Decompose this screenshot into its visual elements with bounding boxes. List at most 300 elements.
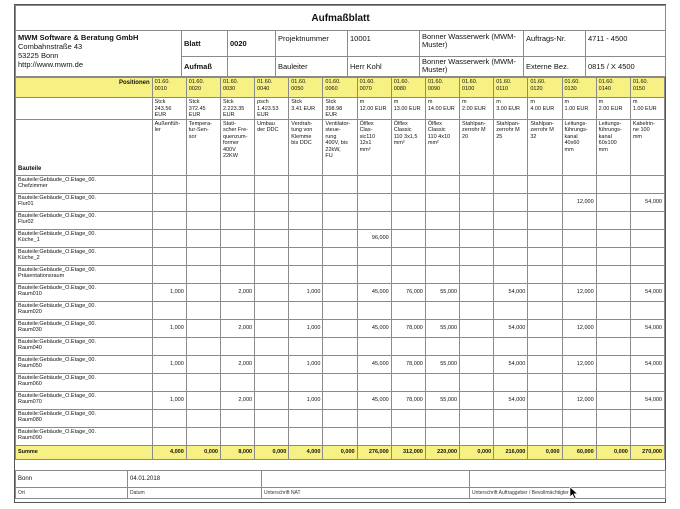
quantity-cell[interactable] xyxy=(596,247,630,265)
quantity-cell[interactable] xyxy=(562,373,596,391)
position-number: 01.60. 0080 xyxy=(391,78,425,98)
quantity-cell[interactable] xyxy=(186,265,220,283)
auftrag-value: 4711 - 4500 xyxy=(586,31,666,57)
quantity-cell[interactable] xyxy=(460,265,494,283)
quantity-cell[interactable] xyxy=(425,211,459,229)
quantity-cell[interactable] xyxy=(528,229,562,247)
quantity-cell[interactable] xyxy=(630,247,664,265)
quantity-cell[interactable] xyxy=(391,211,425,229)
quantity-cell[interactable]: 54,000 xyxy=(630,391,664,409)
position-description: Ölflex Classic 110 4x10 mm² xyxy=(425,119,459,175)
quantity-cell[interactable] xyxy=(596,319,630,337)
quantity-cell[interactable] xyxy=(460,229,494,247)
quantity-cell[interactable] xyxy=(186,391,220,409)
quantity-cell[interactable] xyxy=(528,265,562,283)
quantity-cell[interactable] xyxy=(596,301,630,319)
position-unit-price: Stck 2.223.35 EUR xyxy=(220,98,254,120)
quantity-cell[interactable] xyxy=(460,301,494,319)
quantity-cell[interactable] xyxy=(289,247,323,265)
quantity-cell[interactable] xyxy=(186,175,220,193)
signature-nat-label: Unterschrift NAT xyxy=(262,487,470,498)
extern-label: Externe Bez. xyxy=(524,57,586,77)
quantity-cell[interactable] xyxy=(391,193,425,211)
quantity-cell[interactable] xyxy=(460,247,494,265)
quantity-cell[interactable] xyxy=(528,247,562,265)
company-name: MWM Software & Beratung GmbH xyxy=(18,33,139,42)
quantity-cell[interactable] xyxy=(357,301,391,319)
quantity-cell[interactable] xyxy=(630,211,664,229)
quantity-cell[interactable]: 1,000 xyxy=(289,391,323,409)
quantity-cell[interactable] xyxy=(357,211,391,229)
quantity-cell[interactable] xyxy=(391,427,425,445)
quantity-cell[interactable] xyxy=(357,265,391,283)
quantity-cell[interactable] xyxy=(186,355,220,373)
quantity-cell[interactable] xyxy=(289,427,323,445)
sum-value: 0,000 xyxy=(460,445,494,459)
quantity-cell[interactable] xyxy=(220,229,254,247)
quantity-cell[interactable] xyxy=(494,301,528,319)
quantity-cell[interactable] xyxy=(528,337,562,355)
quantity-cell[interactable] xyxy=(357,337,391,355)
quantity-cell[interactable] xyxy=(494,193,528,211)
quantity-cell[interactable] xyxy=(255,319,289,337)
position-unit-price: psch 1.423.53 EUR xyxy=(255,98,289,120)
quantity-cell[interactable] xyxy=(494,175,528,193)
sum-value: 0,000 xyxy=(186,445,220,459)
quantity-cell[interactable] xyxy=(425,265,459,283)
quantity-cell[interactable] xyxy=(186,193,220,211)
quantity-cell[interactable] xyxy=(425,175,459,193)
quantity-cell[interactable] xyxy=(596,355,630,373)
row-label: Bauteile:Gebäude_O.Etage_00. Küche_2 xyxy=(16,247,153,265)
quantity-cell[interactable] xyxy=(255,337,289,355)
row-label: Bauteile:Gebäude_O.Etage_00. Raum080 xyxy=(16,409,153,427)
position-description: Ölflex Classic 110 3x1,5 mm² xyxy=(391,119,425,175)
position-unit-price: Stck 243.56 EUR xyxy=(152,98,186,120)
quantity-cell[interactable] xyxy=(460,427,494,445)
quantity-cell[interactable] xyxy=(220,427,254,445)
quantity-cell[interactable] xyxy=(323,427,357,445)
datum-label: Datum xyxy=(128,487,262,498)
row-label: Bauteile:Gebäude_O.Etage_00. Raum020 xyxy=(16,301,153,319)
quantity-cell[interactable] xyxy=(220,265,254,283)
quantity-cell[interactable] xyxy=(323,211,357,229)
quantity-cell[interactable] xyxy=(528,409,562,427)
quantity-cell[interactable] xyxy=(596,265,630,283)
sum-value: 276,000 xyxy=(357,445,391,459)
quantity-cell[interactable] xyxy=(596,193,630,211)
quantity-cell[interactable]: 54,000 xyxy=(494,391,528,409)
quantity-cell[interactable] xyxy=(323,175,357,193)
quantity-cell[interactable] xyxy=(255,283,289,301)
quantity-cell[interactable] xyxy=(323,391,357,409)
quantity-cell[interactable]: 76,000 xyxy=(391,283,425,301)
quantity-cell[interactable] xyxy=(186,247,220,265)
quantity-cell[interactable] xyxy=(494,211,528,229)
quantity-cell[interactable] xyxy=(596,391,630,409)
quantity-cell[interactable] xyxy=(186,409,220,427)
position-number: 01.60. 0070 xyxy=(357,78,391,98)
row-label: Bauteile:Gebäude_O.Etage_00. Präsentationsraum xyxy=(16,265,153,283)
row-label: Bauteile:Gebäude_O.Etage_00. Raum060 xyxy=(16,373,153,391)
quantity-cell[interactable] xyxy=(630,409,664,427)
quantity-cell[interactable] xyxy=(562,337,596,355)
quantity-cell[interactable]: 54,000 xyxy=(630,283,664,301)
quantity-cell[interactable]: 2,000 xyxy=(220,391,254,409)
quantity-cell[interactable] xyxy=(596,211,630,229)
quantity-cell[interactable] xyxy=(323,247,357,265)
quantity-cell[interactable]: 54,000 xyxy=(630,193,664,211)
quantity-cell[interactable] xyxy=(186,319,220,337)
position-number: 01.60. 0120 xyxy=(528,78,562,98)
table-row xyxy=(16,355,665,373)
quantity-cell[interactable] xyxy=(289,265,323,283)
quantity-cell[interactable] xyxy=(220,175,254,193)
quantity-cell[interactable]: 78,000 xyxy=(391,391,425,409)
quantity-cell[interactable]: 12,000 xyxy=(562,319,596,337)
quantity-cell[interactable] xyxy=(391,265,425,283)
quantity-cell[interactable] xyxy=(596,175,630,193)
quantity-cell[interactable] xyxy=(357,193,391,211)
quantity-cell[interactable] xyxy=(289,301,323,319)
quantity-cell[interactable] xyxy=(186,211,220,229)
quantity-cell[interactable]: 55,000 xyxy=(425,391,459,409)
quantity-cell[interactable] xyxy=(630,265,664,283)
position-description: Tempera- tur-Sen- sor xyxy=(186,119,220,175)
aufmass-sheet xyxy=(14,4,666,503)
quantity-cell[interactable] xyxy=(220,211,254,229)
quantity-cell[interactable]: 78,000 xyxy=(391,355,425,373)
quantity-cell[interactable] xyxy=(494,427,528,445)
quantity-cell[interactable] xyxy=(596,283,630,301)
quantity-cell[interactable] xyxy=(255,193,289,211)
quantity-cell[interactable] xyxy=(460,391,494,409)
quantity-cell[interactable] xyxy=(528,301,562,319)
quantity-cell[interactable] xyxy=(562,409,596,427)
quantity-cell[interactable] xyxy=(357,427,391,445)
quantity-cell[interactable]: 54,000 xyxy=(630,355,664,373)
position-number: 01.60. 0010 xyxy=(152,78,186,98)
quantity-cell[interactable] xyxy=(562,175,596,193)
quantity-cell[interactable] xyxy=(186,283,220,301)
quantity-cell[interactable] xyxy=(460,337,494,355)
quantity-cell[interactable] xyxy=(220,409,254,427)
quantity-cell[interactable] xyxy=(255,175,289,193)
quantity-cell[interactable] xyxy=(425,409,459,427)
quantity-cell[interactable] xyxy=(391,301,425,319)
position-number: 01.60. 0020 xyxy=(186,78,220,98)
quantity-cell[interactable] xyxy=(425,247,459,265)
quantity-cell[interactable] xyxy=(460,319,494,337)
quantity-cell[interactable] xyxy=(220,337,254,355)
table-row xyxy=(16,247,665,265)
quantity-cell[interactable] xyxy=(323,193,357,211)
quantity-cell[interactable] xyxy=(562,427,596,445)
quantity-cell[interactable] xyxy=(255,427,289,445)
sum-value: 4,000 xyxy=(289,445,323,459)
quantity-cell[interactable]: 12,000 xyxy=(562,391,596,409)
quantity-cell[interactable] xyxy=(425,229,459,247)
quantity-cell[interactable]: 55,000 xyxy=(425,355,459,373)
quantity-cell[interactable] xyxy=(630,373,664,391)
quantity-cell[interactable] xyxy=(323,283,357,301)
quantity-cell[interactable] xyxy=(289,337,323,355)
quantity-cell[interactable] xyxy=(630,301,664,319)
quantity-cell[interactable] xyxy=(528,427,562,445)
sum-value: 0,000 xyxy=(323,445,357,459)
quantity-cell[interactable] xyxy=(152,373,186,391)
quantity-cell[interactable] xyxy=(494,229,528,247)
position-unit-price: m 12.00 EUR xyxy=(357,98,391,120)
table-row xyxy=(16,301,665,319)
quantity-cell[interactable] xyxy=(562,301,596,319)
quantity-cell[interactable] xyxy=(596,427,630,445)
quantity-cell[interactable] xyxy=(255,391,289,409)
description-row xyxy=(16,119,665,175)
quantity-cell[interactable] xyxy=(323,265,357,283)
quantity-cell[interactable] xyxy=(425,301,459,319)
quantity-cell[interactable] xyxy=(323,301,357,319)
quantity-cell[interactable] xyxy=(186,301,220,319)
quantity-cell[interactable] xyxy=(323,373,357,391)
sum-row xyxy=(16,445,665,459)
quantity-cell[interactable] xyxy=(357,175,391,193)
project-name: Bonner Wasserwerk (MWM-Muster) xyxy=(420,31,524,57)
page-title: Aufmaßblatt xyxy=(16,6,666,31)
quantity-cell[interactable] xyxy=(289,409,323,427)
quantity-cell[interactable]: 45,000 xyxy=(357,355,391,373)
quantity-cell[interactable] xyxy=(152,247,186,265)
quantity-cell[interactable] xyxy=(596,229,630,247)
quantity-cell[interactable] xyxy=(255,247,289,265)
quantity-cell[interactable]: 54,000 xyxy=(494,319,528,337)
quantity-cell[interactable]: 1,000 xyxy=(152,283,186,301)
sum-value: 220,000 xyxy=(425,445,459,459)
quantity-cell[interactable] xyxy=(391,409,425,427)
quantity-cell[interactable] xyxy=(152,301,186,319)
quantity-cell[interactable]: 2,000 xyxy=(220,355,254,373)
quantity-cell[interactable] xyxy=(460,409,494,427)
quantity-cell[interactable] xyxy=(494,337,528,355)
quantity-cell[interactable]: 45,000 xyxy=(357,319,391,337)
quantity-cell[interactable] xyxy=(391,337,425,355)
quantity-cell[interactable] xyxy=(391,229,425,247)
projektnummer-value: 10001 xyxy=(348,31,420,57)
quantity-cell[interactable]: 54,000 xyxy=(494,355,528,373)
position-unit-price: m 2.00 EUR xyxy=(596,98,630,120)
quantity-cell[interactable] xyxy=(152,265,186,283)
quantity-cell[interactable] xyxy=(186,427,220,445)
row-label: Bauteile:Gebäude_O.Etage_00. Raum030 xyxy=(16,319,153,337)
quantity-cell[interactable] xyxy=(562,229,596,247)
quantity-cell[interactable] xyxy=(425,427,459,445)
table-row xyxy=(16,265,665,283)
projektnummer-label: Projektnummer xyxy=(276,31,348,57)
quantity-cell[interactable] xyxy=(220,193,254,211)
position-unit-price: Stck 372.45 EUR xyxy=(186,98,220,120)
quantity-cell[interactable] xyxy=(152,427,186,445)
sum-value: 0,000 xyxy=(528,445,562,459)
quantity-cell[interactable]: 1,000 xyxy=(289,355,323,373)
quantity-cell[interactable] xyxy=(460,373,494,391)
quantity-cell[interactable] xyxy=(596,409,630,427)
ort-value: Bonn xyxy=(16,470,128,487)
quantity-cell[interactable] xyxy=(562,247,596,265)
quantity-cell[interactable] xyxy=(562,265,596,283)
unit-price-row xyxy=(16,98,665,120)
position-description: Leitungs- führungs- kanal 60x100 mm xyxy=(596,119,630,175)
quantity-cell[interactable] xyxy=(255,373,289,391)
quantity-cell[interactable] xyxy=(323,337,357,355)
quantity-cell[interactable]: 1,000 xyxy=(289,283,323,301)
quantity-cell[interactable] xyxy=(425,193,459,211)
quantity-cell[interactable] xyxy=(494,247,528,265)
quantity-cell[interactable]: 55,000 xyxy=(425,319,459,337)
quantity-cell[interactable]: 1,000 xyxy=(289,319,323,337)
quantity-cell[interactable]: 45,000 xyxy=(357,391,391,409)
table-row xyxy=(16,319,665,337)
quantity-cell[interactable] xyxy=(289,211,323,229)
sum-value: 0,000 xyxy=(596,445,630,459)
quantity-cell[interactable] xyxy=(528,373,562,391)
position-unit-price: m 1.00 EUR xyxy=(562,98,596,120)
quantity-cell[interactable] xyxy=(460,283,494,301)
quantity-cell[interactable] xyxy=(323,319,357,337)
position-unit-price: m 4.00 EUR xyxy=(528,98,562,120)
quantity-cell[interactable] xyxy=(357,409,391,427)
aufmass-label: Aufmaß xyxy=(182,57,228,77)
quantity-cell[interactable]: 45,000 xyxy=(357,283,391,301)
quantity-cell[interactable] xyxy=(528,355,562,373)
quantity-cell[interactable] xyxy=(528,283,562,301)
quantity-cell[interactable] xyxy=(152,409,186,427)
position-description: Stahlpan- zerrohr M 25 xyxy=(494,119,528,175)
blatt-label: Blatt xyxy=(182,31,228,57)
quantity-cell[interactable] xyxy=(460,193,494,211)
sum-value: 8,000 xyxy=(220,445,254,459)
quantity-cell[interactable] xyxy=(220,301,254,319)
quantity-cell[interactable] xyxy=(255,409,289,427)
quantity-cell[interactable]: 54,000 xyxy=(494,283,528,301)
quantity-cell[interactable] xyxy=(391,373,425,391)
quantity-cell[interactable] xyxy=(289,193,323,211)
position-number: 01.60. 0060 xyxy=(323,78,357,98)
quantity-cell[interactable] xyxy=(255,355,289,373)
position-number: 01.60. 0140 xyxy=(596,78,630,98)
quantity-cell[interactable] xyxy=(152,211,186,229)
quantity-cell[interactable]: 1,000 xyxy=(152,319,186,337)
quantity-cell[interactable] xyxy=(391,175,425,193)
quantity-cell[interactable] xyxy=(152,337,186,355)
position-unit-price: m 2.00 EUR xyxy=(460,98,494,120)
position-description: Stahlpan- zerrohr M 20 xyxy=(460,119,494,175)
quantity-cell[interactable] xyxy=(255,229,289,247)
quantity-cell[interactable]: 1,000 xyxy=(152,391,186,409)
quantity-cell[interactable] xyxy=(630,427,664,445)
quantity-cell[interactable] xyxy=(357,373,391,391)
positions-table xyxy=(15,77,665,460)
position-description: Stahlpan- zerrohr M 32 xyxy=(528,119,562,175)
quantity-cell[interactable] xyxy=(186,229,220,247)
row-label: Bauteile:Gebäude_O.Etage_00. Raum050 xyxy=(16,355,153,373)
quantity-cell[interactable] xyxy=(425,373,459,391)
quantity-cell[interactable]: 78,000 xyxy=(391,319,425,337)
quantity-cell[interactable] xyxy=(152,229,186,247)
position-number: 01.60. 0050 xyxy=(289,78,323,98)
quantity-cell[interactable] xyxy=(494,409,528,427)
quantity-cell[interactable]: 1,000 xyxy=(152,355,186,373)
quantity-cell[interactable] xyxy=(323,409,357,427)
position-unit-price: m 1.00 EUR xyxy=(630,98,664,120)
company-city: 53225 Bonn xyxy=(18,51,59,60)
quantity-cell[interactable] xyxy=(460,175,494,193)
quantity-cell[interactable] xyxy=(186,337,220,355)
quantity-cell[interactable] xyxy=(220,373,254,391)
quantity-cell[interactable] xyxy=(289,229,323,247)
quantity-cell[interactable] xyxy=(528,193,562,211)
quantity-cell[interactable] xyxy=(220,247,254,265)
table-row xyxy=(16,283,665,301)
quantity-cell[interactable] xyxy=(528,211,562,229)
quantity-cell[interactable] xyxy=(494,265,528,283)
position-number: 01.60. 0150 xyxy=(630,78,664,98)
quantity-cell[interactable] xyxy=(460,211,494,229)
quantity-cell[interactable] xyxy=(152,175,186,193)
quantity-cell[interactable]: 54,000 xyxy=(630,319,664,337)
quantity-cell[interactable] xyxy=(289,373,323,391)
quantity-cell[interactable] xyxy=(596,373,630,391)
quantity-cell[interactable] xyxy=(630,337,664,355)
quantity-cell[interactable]: 96,000 xyxy=(357,229,391,247)
quantity-cell[interactable] xyxy=(494,373,528,391)
quantity-cell[interactable] xyxy=(152,193,186,211)
table-row xyxy=(16,337,665,355)
quantity-cell[interactable]: 2,000 xyxy=(220,319,254,337)
quantity-cell[interactable]: 55,000 xyxy=(425,283,459,301)
signature-nat-field[interactable] xyxy=(262,470,470,487)
quantity-cell[interactable]: 2,000 xyxy=(220,283,254,301)
row-label: Bauteile:Gebäude_O.Etage_00. Raum040 xyxy=(16,337,153,355)
table-row xyxy=(16,229,665,247)
quantity-cell[interactable]: 12,000 xyxy=(562,355,596,373)
quantity-cell[interactable]: 12,000 xyxy=(562,283,596,301)
position-unit-price: m 3.00 EUR xyxy=(494,98,528,120)
quantity-cell[interactable] xyxy=(425,337,459,355)
quantity-cell[interactable] xyxy=(630,229,664,247)
quantity-cell[interactable] xyxy=(460,355,494,373)
quantity-cell[interactable] xyxy=(255,301,289,319)
signature-ag-field[interactable] xyxy=(470,470,666,487)
quantity-cell[interactable] xyxy=(528,319,562,337)
quantity-cell[interactable] xyxy=(528,391,562,409)
table-row xyxy=(16,427,665,445)
quantity-cell[interactable] xyxy=(528,175,562,193)
quantity-cell[interactable] xyxy=(596,337,630,355)
quantity-cell[interactable] xyxy=(255,265,289,283)
quantity-cell[interactable] xyxy=(186,373,220,391)
bauteile-label: Bauteile xyxy=(16,119,153,175)
quantity-cell[interactable] xyxy=(255,211,289,229)
quantity-cell[interactable] xyxy=(630,175,664,193)
quantity-cell[interactable] xyxy=(289,175,323,193)
quantity-cell[interactable] xyxy=(357,247,391,265)
quantity-cell[interactable] xyxy=(562,211,596,229)
quantity-cell[interactable]: 12,000 xyxy=(562,193,596,211)
quantity-cell[interactable] xyxy=(323,229,357,247)
quantity-cell[interactable] xyxy=(391,247,425,265)
quantity-cell[interactable] xyxy=(323,355,357,373)
company-block xyxy=(16,31,182,77)
